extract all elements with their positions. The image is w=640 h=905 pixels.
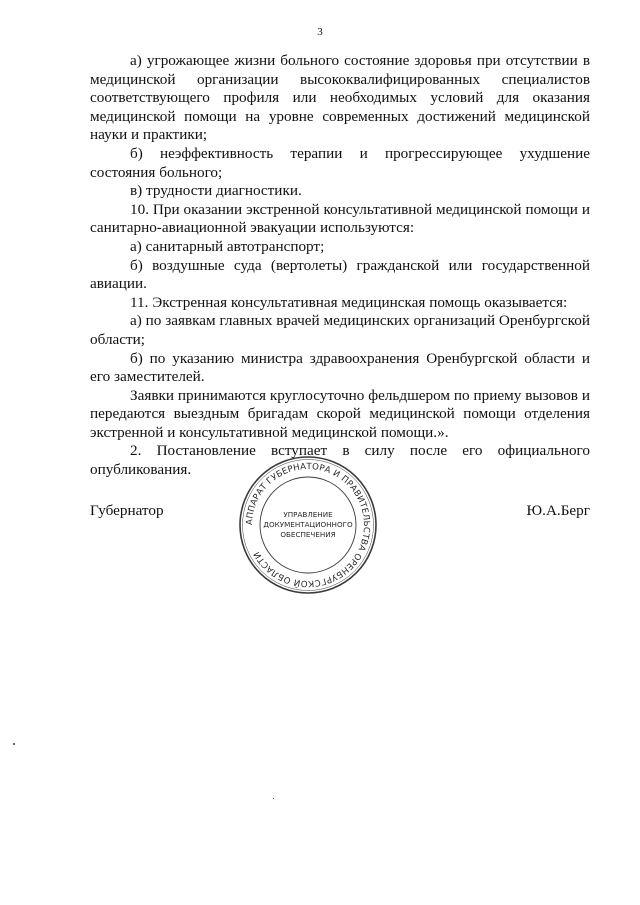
paragraph: в) трудности диагностики. bbox=[130, 182, 302, 200]
paragraph: а) угрожающее жизни больного состояние здоровья при отсутствии в медицинской организации высококвалифицированных специалистов соответствующего профиля или необходимых условий для оказания медицинской помощи на уровне современных достижений медицинской науки и практики; bbox=[90, 52, 590, 144]
paragraph: б) воздушные суда (вертолеты) гражданской или государственной авиации. bbox=[90, 256, 590, 293]
paragraph: б) по указанию министра здравоохранения Оренбургской области и его заместителей. bbox=[90, 349, 590, 386]
page-number: 3 bbox=[317, 26, 323, 38]
paragraph: а) санитарный автотранспорт; bbox=[130, 237, 325, 255]
seal-ring-text: АППАРАТ ГУБЕРНАТОРА И ПРАВИТЕЛЬСТВА ОРЕНБУРГСКОЙ ОБЛАСТИ bbox=[244, 461, 372, 589]
scan-speck bbox=[13, 743, 15, 745]
seal-center-line: УПРАВЛЕНИЕ bbox=[283, 510, 333, 519]
signatory-name: Ю.А.Берг bbox=[526, 502, 590, 519]
paragraph: 10. При оказании экстренной консультативной медицинской помощи и санитарно-авиационной эвакуации используются: bbox=[90, 200, 590, 237]
official-seal bbox=[238, 455, 378, 595]
document-body bbox=[90, 52, 590, 480]
scan-speck bbox=[273, 798, 274, 799]
paragraph: 2. Постановление вступает в силу после его официального опубликования. bbox=[90, 442, 590, 479]
signatory-title: Губернатор bbox=[90, 502, 164, 519]
paragraph: Заявки принимаются круглосуточно фельдшером по приему вызовов и передаются выездным бригадам скорой медицинской помощи отделения экстренной и консультативной медицинской помощи.». bbox=[90, 386, 590, 441]
seal-center-line: ДОКУМЕНТАЦИОННОГО bbox=[263, 520, 353, 529]
paragraph: б) неэффективность терапии и прогрессирующее ухудшение состояния больного; bbox=[90, 144, 590, 181]
seal-center-line: ОБЕСПЕЧЕНИЯ bbox=[280, 530, 336, 539]
paragraph: 11. Экстренная консультативная медицинская помощь оказывается: bbox=[130, 293, 568, 311]
paragraph: а) по заявкам главных врачей медицинских организаций Оренбургской области; bbox=[90, 312, 590, 348]
